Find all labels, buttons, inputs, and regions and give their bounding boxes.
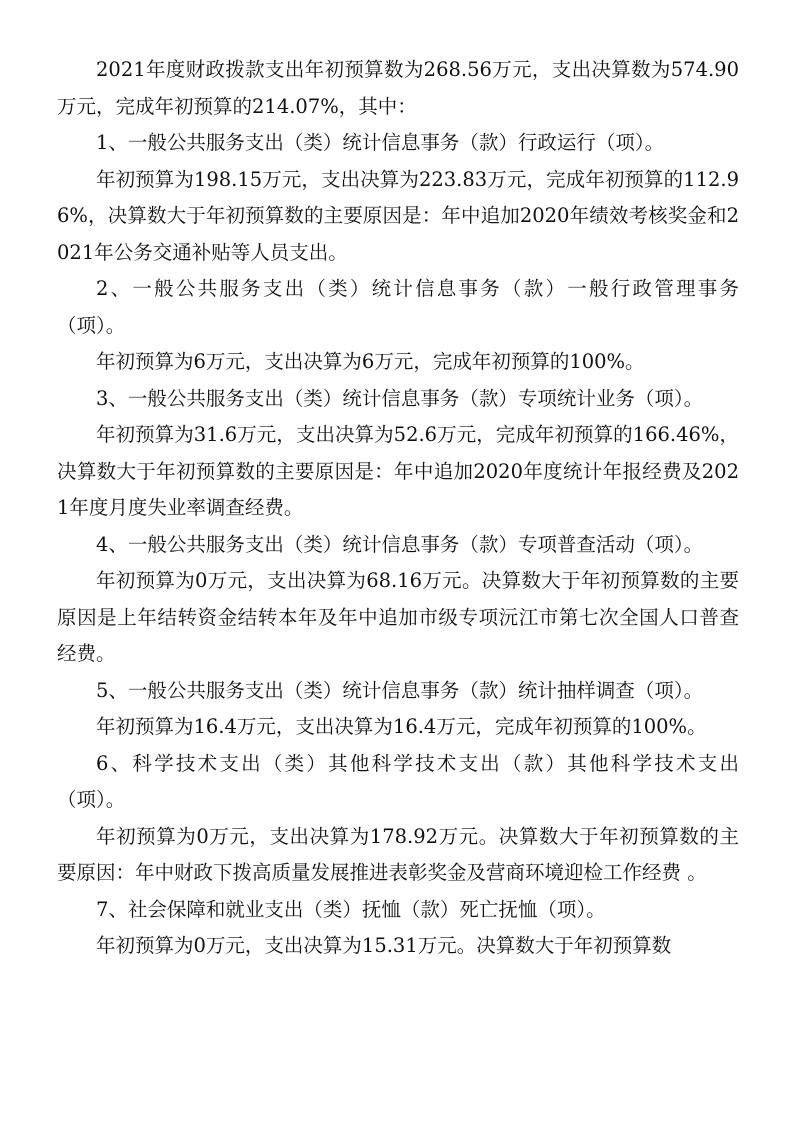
item-5-heading: 5、一般公共服务支出（类）统计信息事务（款）统计抽样调查（项）。	[96, 678, 704, 702]
item-1-body: 年初预算为198.15万元，支出决算为223.83万元，完成年初预算的112.96%，决算数大于年初预算数的主要原因是：年中追加2020年绩效考核奖金和2021年公务交通补贴等人员支出。	[57, 167, 739, 264]
item-7-body: 年初预算为0万元，支出决算为15.31万元。决算数大于年初预算数	[96, 934, 672, 957]
item-6-heading: 6、科学技术支出（类）其他科学技术支出（款）其他科学技术支出（项）。	[57, 751, 739, 811]
item-2-heading: 2、一般公共服务支出（类）统计信息事务（款）一般行政管理事务（项）。	[57, 277, 739, 337]
item-6-body: 年初预算为0万元，支出决算为178.92万元。决算数大于年初预算数的主要原因：年中财政下拨高质量发展推进表彰奖金及营商环境迎检工作经费 。	[57, 824, 739, 884]
document-page	[57, 52, 739, 965]
item-7-heading: 7、社会保障和就业支出（类）抚恤（款）死亡抚恤（项）。	[96, 897, 606, 921]
item-1-heading: 1、一般公共服务支出（类）统计信息事务（款）行政运行（项）。	[96, 131, 665, 154]
item-5-body: 年初预算为16.4万元，支出决算为16.4万元，完成年初预算的100%。	[96, 715, 707, 738]
item-4-body: 年初预算为0万元，支出决算为68.16万元。决算数大于年初预算数的主要原因是上年结转资金结转本年及年中追加市级专项沅江市第七次全国人口普查经费。	[57, 569, 739, 665]
item-4-heading: 4、一般公共服务支出（类）统计信息事务（款）专项普查活动（项）。	[96, 532, 704, 556]
item-3-heading: 3、一般公共服务支出（类）统计信息事务（款）专项统计业务（项）。	[96, 386, 704, 410]
intro-paragraph: 2021年度财政拨款支出年初预算数为268.56万元，支出决算数为574.90万元，完成年初预算的214.07%，其中：	[57, 58, 739, 118]
item-2-body: 年初预算为6万元，支出决算为6万元，完成年初预算的100%。	[96, 350, 645, 373]
item-3-body: 年初预算为31.6万元，支出决算为52.6万元，完成年初预算的166.46%，决算数大于年初预算数的主要原因是：年中追加2020年度统计年报经费及2021年度月度失业率调查经费。	[57, 423, 739, 519]
